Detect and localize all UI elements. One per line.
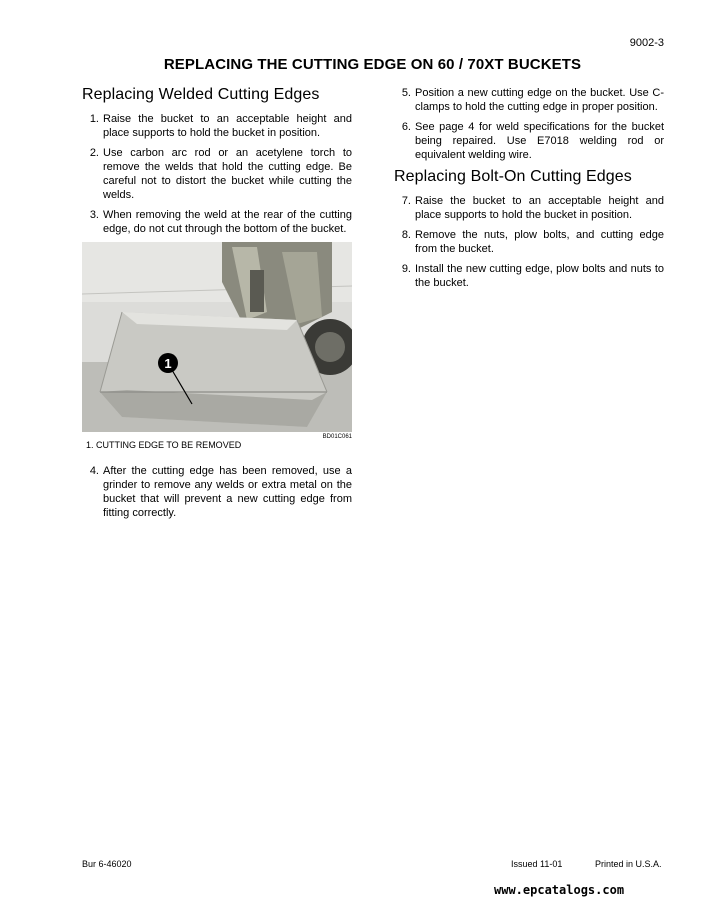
step-item xyxy=(394,120,664,162)
issue-date: Issued 11-01 xyxy=(511,859,563,869)
printed-location: Printed in U.S.A. xyxy=(595,859,662,869)
step-number: 4. xyxy=(89,465,99,477)
figure-code: BD01C061 xyxy=(322,434,352,440)
step-text: When removing the weld at the rear of the cutting edge, do not cut through the bottom of the bucket. xyxy=(103,209,352,235)
step-number: 6. xyxy=(401,121,411,133)
bolt-on-section-heading: Replacing Bolt-On Cutting Edges xyxy=(394,168,632,185)
step-number: 1. xyxy=(89,113,99,125)
step-number: 3. xyxy=(89,209,99,221)
step-item xyxy=(394,262,664,290)
step-item xyxy=(394,194,664,222)
step-item xyxy=(394,228,664,256)
step-text: Install the new cutting edge, plow bolts and nuts to the bucket. xyxy=(415,263,664,289)
document-number: Bur 6-46020 xyxy=(82,859,132,869)
step-number: 9. xyxy=(401,263,411,275)
figure-caption: 1. CUTTING EDGE TO BE REMOVED xyxy=(86,440,242,450)
step-text: Position a new cutting edge on the bucket. Use C-clamps to hold the cutting edge in proper position. xyxy=(415,87,664,113)
bucket-photo xyxy=(82,242,352,432)
step-text: Remove the nuts, plow bolts, and cutting edge from the bucket. xyxy=(415,229,664,255)
step-item xyxy=(82,146,352,202)
figure-callout: 1 xyxy=(164,356,172,371)
left-column xyxy=(82,86,352,526)
step-number: 2. xyxy=(89,147,99,159)
right-column xyxy=(394,86,664,296)
step-text: Raise the bucket to an acceptable height and place supports to hold the bucket in position. xyxy=(103,113,352,139)
step-item xyxy=(82,464,352,520)
step-text: After the cutting edge has been removed, use a grinder to remove any welds or extra metal on the bucket that will prevent a new cutting edge from fitting correctly. xyxy=(103,465,352,519)
step-number: 5. xyxy=(401,87,411,99)
step-number: 7. xyxy=(401,195,411,207)
page-title: REPLACING THE CUTTING EDGE ON 60 / 70XT BUCKETS xyxy=(163,56,582,73)
watermark-link[interactable]: www.epcatalogs.com xyxy=(494,883,625,897)
step-text: Use carbon arc rod or an acetylene torch to remove the welds that hold the cutting edge. Be careful not to distort the bucket while cutting the welds. xyxy=(103,147,352,201)
step-text: Raise the bucket to an acceptable height and place supports to hold the bucket in position. xyxy=(415,195,664,221)
page-number: 9002-3 xyxy=(629,37,664,49)
step-text: See page 4 for weld specifications for the bucket being repaired. Use E7018 welding rod or equivalent welding wire. xyxy=(415,121,664,161)
step-item xyxy=(394,86,664,114)
welded-section-heading: Replacing Welded Cutting Edges xyxy=(82,86,320,103)
step-item xyxy=(82,112,352,140)
step-item xyxy=(82,208,352,236)
bucket-illustration xyxy=(82,242,352,432)
step-number: 8. xyxy=(401,229,411,241)
